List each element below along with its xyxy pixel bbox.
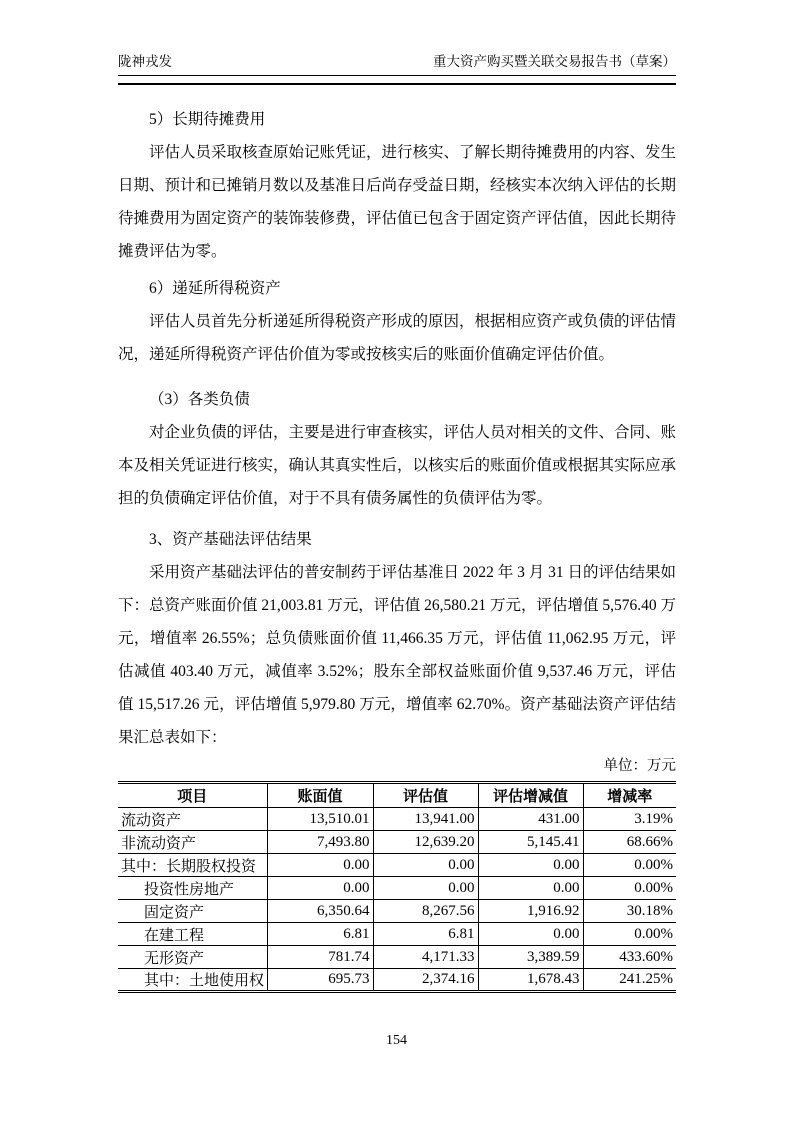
- table-row-intangible-assets: [118, 946, 676, 969]
- change-rate-cell: 0.00%: [583, 923, 676, 946]
- change-value-cell: 1,916.92: [478, 900, 583, 923]
- change-rate-cell: 433.60%: [583, 946, 676, 969]
- book-value-cell: 781.74: [267, 946, 373, 969]
- page-header: [118, 0, 676, 85]
- paragraph-liabilities: 对企业负债的评估，主要是进行审查核实，评估人员对相关的文件、合同、账本及相关凭证进行核实，确认其真实性后，以核实后的账面价值或根据其实际应承担的负债确定评估价值，对于不具有债务属性的负债评估为零。: [118, 424, 677, 507]
- book-value-cell: 7,493.80: [267, 831, 373, 854]
- change-value-cell: 5,145.41: [478, 831, 583, 854]
- change-value-cell: 431.00: [478, 808, 583, 831]
- book-value-cell: 695.73: [267, 969, 373, 992]
- col-header-appraised-value: 评估值: [373, 783, 478, 808]
- paragraph-long-term-deferred-expenses: 评估人员采取核查原始记账凭证，进行核实、了解长期待摊费用的内容、发生日期、预计和已摊销月数以及基准日后尚存受益日期，经核实本次纳入评估的长期待摊费用为固定资产的装饰装修费，评估值已包含于固定资产评估值，因此长期待摊费评估为零。: [118, 144, 677, 260]
- row-label-cell: 投资性房地产: [118, 877, 267, 900]
- section-heading-asset-based-result: 3、资产基础法评估结果: [149, 531, 312, 548]
- appraised-value-cell: 2,374.16: [373, 969, 478, 992]
- change-value-cell: 3,389.59: [478, 946, 583, 969]
- change-value-cell: 0.00: [478, 923, 583, 946]
- table-row-long-term-equity-investment: [118, 854, 676, 877]
- col-header-item: 项目: [118, 783, 267, 808]
- book-value-cell: 0.00: [267, 877, 373, 900]
- row-label-cell: 固定资产: [118, 900, 267, 923]
- appraised-value-cell: 4,171.33: [373, 946, 478, 969]
- appraised-value-cell: 12,639.20: [373, 831, 478, 854]
- book-value-cell: 13,510.01: [267, 808, 373, 831]
- header-row: [118, 52, 676, 76]
- appraised-value-cell: 8,267.56: [373, 900, 478, 923]
- change-rate-cell: 0.00%: [583, 854, 676, 877]
- row-label-cell: 非流动资产: [118, 831, 267, 854]
- appraised-value-cell: 0.00: [373, 877, 478, 900]
- table-row-construction-in-progress: [118, 923, 676, 946]
- appraised-value-cell: 13,941.00: [373, 808, 478, 831]
- change-rate-cell: 241.25%: [619, 971, 673, 987]
- col-header-change-rate: 增减率: [583, 783, 676, 808]
- header-divider: [118, 76, 676, 85]
- row-label-cell: 流动资产: [118, 808, 267, 831]
- change-value-cell: 0.00: [478, 877, 583, 900]
- unit-label: 单位：万元: [603, 758, 676, 774]
- table-row-current-assets: [118, 808, 676, 831]
- change-rate-cell: 3.19%: [583, 808, 676, 831]
- document-body: [118, 103, 676, 993]
- book-value-cell: 6.81: [267, 923, 373, 946]
- change-value-cell: 1,678.43: [478, 969, 583, 992]
- paragraph-deferred-tax-assets: 评估人员首先分析递延所得税资产形成的原因，根据相应资产或负债的评估情况，递延所得税资产评估价值为零或按核实后的账面价值确定评估价值。: [118, 313, 677, 363]
- section-heading-deferred-tax-assets: 6）递延所得税资产: [149, 280, 281, 297]
- page-footer: [0, 1032, 793, 1050]
- row-label-cell: 无形资产: [118, 946, 267, 969]
- table-row-non-current-assets: [118, 831, 676, 854]
- book-value-cell: 6,350.64: [267, 900, 373, 923]
- asset-valuation-summary-table: [118, 781, 676, 993]
- row-label-cell: 其中：土地使用权: [118, 969, 267, 992]
- header-doc-title: 重大资产购买暨关联交易报告书（草案）: [433, 54, 676, 69]
- table-row-fixed-assets: [118, 900, 676, 923]
- page-number: 154: [386, 1033, 407, 1048]
- row-label-cell: 其中：长期股权投资: [118, 854, 267, 877]
- row-label-cell: 在建工程: [118, 923, 267, 946]
- table-row-investment-property: [118, 877, 676, 900]
- change-value-cell: 0.00: [478, 854, 583, 877]
- table-row-land-use-rights: [118, 969, 676, 992]
- header-company-name: 陇神戎发: [118, 54, 172, 69]
- change-rate-cell: 30.18%: [583, 900, 676, 923]
- change-rate-cell: 0.00%: [583, 877, 676, 900]
- section-heading-long-term-deferred-expenses: 5）长期待摊费用: [149, 111, 266, 128]
- col-header-book-value: 账面值: [267, 783, 373, 808]
- book-value-cell: 0.00: [267, 854, 373, 877]
- appraised-value-cell: 0.00: [373, 854, 478, 877]
- change-rate-cell: 68.66%: [583, 831, 676, 854]
- col-header-appraisal-change: 评估增减值: [478, 783, 583, 808]
- appraised-value-cell: 6.81: [373, 923, 478, 946]
- table-header-row: [118, 783, 676, 808]
- paragraph-asset-based-result: 采用资产基础法评估的普安制药于评估基准日 2022 年 3 月 31 日的评估结果如下：总资产账面价值 21,003.81 万元，评估值 26,580.21 万元，评估增值 5,576.40 万元，增值率 26.55%；总负债账面价值 11,466.35 万元，评估值 11,062.95 万元，评估减值 403.40 万元，减值率 3.52%；股东全部权益账面价值 9,537.46 万元，评估值 15,517.26 元，评估增值 5,979.80 万元，增值率 62.70%。资产基础法资产评估结果汇总表如下：: [118, 564, 677, 746]
- section-heading-liabilities: （3）各类负债: [149, 391, 250, 408]
